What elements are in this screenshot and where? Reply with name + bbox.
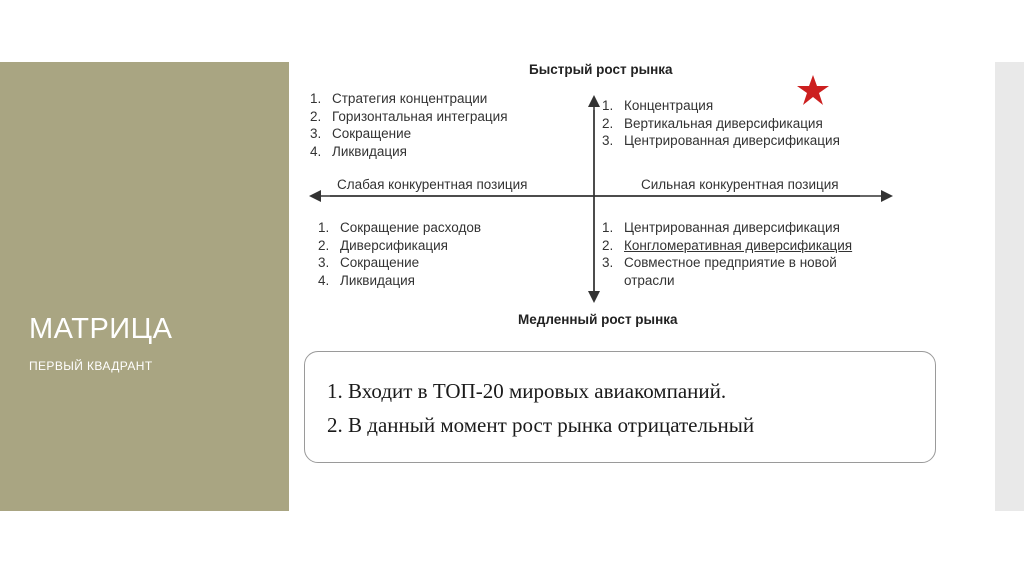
quadrant-item	[310, 108, 508, 126]
quadrant-bottom-right	[602, 219, 852, 289]
item-text: Сокращение	[332, 126, 412, 141]
item-number: 3.	[318, 255, 330, 270]
quadrant-item	[602, 115, 840, 133]
slide-title: МАТРИЦА	[29, 313, 173, 345]
item-text: Центрированная диверсификация	[624, 220, 840, 235]
quadrant-item	[602, 132, 840, 150]
item-text: Концентрация	[624, 98, 714, 113]
item-text: Стратегия концентрации	[332, 91, 488, 106]
note-line-2: 2. В данный момент рост рынка отрицательный	[327, 413, 755, 437]
item-text: Сокращение расходов	[340, 220, 482, 235]
item-text: Диверсификация	[340, 237, 448, 253]
quadrant-top-left	[310, 90, 508, 160]
quadrant-item	[318, 219, 481, 237]
item-number: 1.	[318, 220, 330, 235]
quadrant-item	[602, 254, 852, 272]
item-text: Вертикальная диверсификация	[624, 115, 823, 131]
quadrant-item	[318, 254, 481, 272]
left-axis-label: Слабая конкурентная позиция	[337, 177, 528, 192]
quadrant-bottom-left	[318, 219, 481, 289]
quadrant-item	[602, 272, 852, 290]
item-number: 3.	[602, 255, 614, 270]
star-icon	[796, 74, 830, 106]
item-text: Ликвидация	[332, 143, 407, 159]
item-text: отрасли	[624, 272, 675, 288]
item-text: Совместное предприятие в новой	[624, 255, 837, 270]
quadrant-item	[310, 90, 508, 108]
quadrant-item	[602, 237, 852, 255]
item-text: Горизонтальная интеграция	[332, 108, 508, 124]
notes-box	[304, 351, 936, 463]
note-line-1: 1. Входит в ТОП-20 мировых авиакомпаний.	[327, 379, 727, 403]
right-decor-strip	[995, 62, 1024, 511]
item-number: 4.	[310, 143, 322, 159]
item-text: Центрированная диверсификация	[624, 133, 840, 148]
top-axis-label: Быстрый рост рынка	[529, 62, 673, 77]
quadrant-item	[318, 237, 481, 255]
quadrant-item	[310, 143, 508, 161]
item-text: Конгломеративная диверсификация	[624, 237, 853, 253]
item-number: 1.	[602, 98, 614, 113]
item-number: 2.	[318, 237, 330, 253]
item-number: 2.	[310, 108, 322, 124]
item-text: Сокращение	[340, 255, 420, 270]
item-number: 1.	[602, 220, 614, 235]
bottom-axis-label: Медленный рост рынка	[518, 312, 678, 327]
item-number: 3.	[310, 126, 322, 141]
quadrant-item	[318, 272, 481, 290]
strategy-matrix-diagram	[300, 60, 898, 332]
item-number: 2.	[602, 115, 614, 131]
quadrant-item	[310, 125, 508, 143]
item-number: 3.	[602, 133, 614, 148]
left-panel	[0, 62, 289, 511]
right-axis-label: Сильная конкурентная позиция	[641, 177, 839, 192]
item-number: 2.	[602, 237, 614, 253]
quadrant-item	[602, 219, 852, 237]
slide-subtitle: ПЕРВЫЙ КВАДРАНТ	[29, 359, 153, 373]
item-text: Ликвидация	[340, 272, 415, 288]
item-number: 1.	[310, 91, 322, 106]
item-number: 4.	[318, 272, 330, 288]
